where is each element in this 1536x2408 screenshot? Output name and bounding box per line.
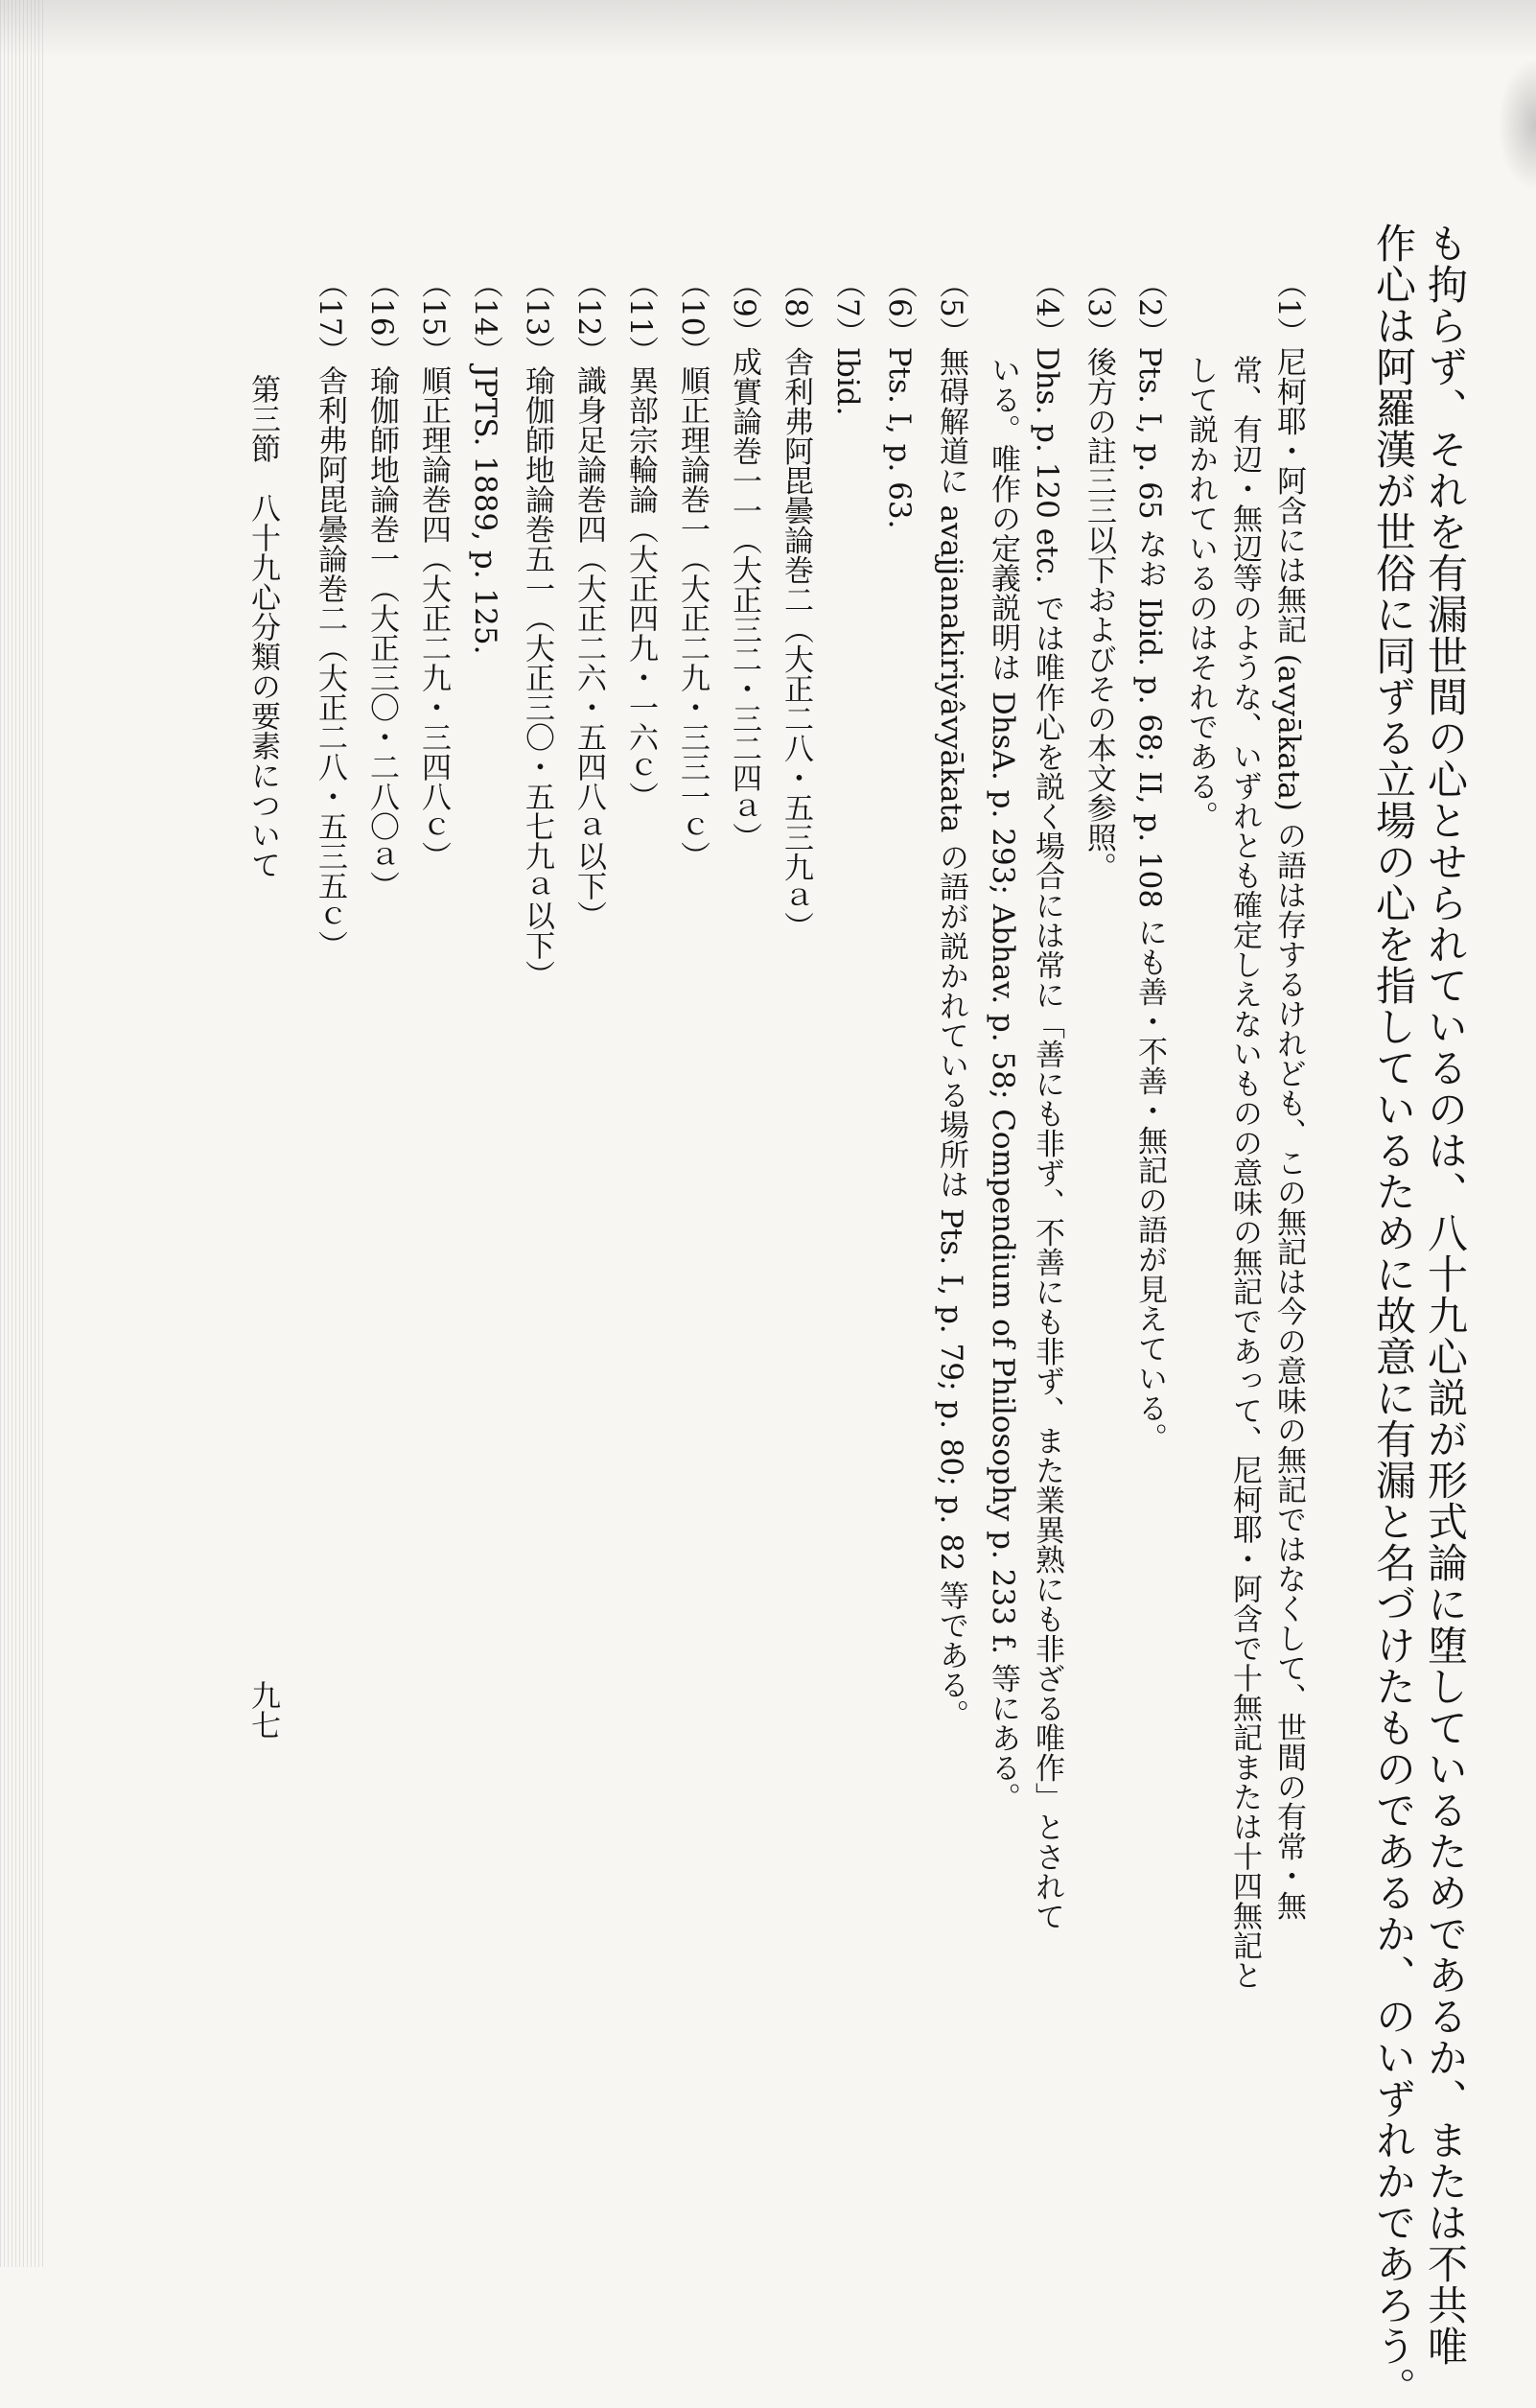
note-text: 無碍解道に avajjanakiriyâvyākata の語が説かれている場所は Pts. I, p. 79; p. 80; p. 82 等である。 — [934, 346, 968, 1730]
page-number: 九七 — [245, 1680, 280, 1740]
note-number: （3） — [1082, 269, 1116, 347]
note-text: JPTS. 1889, p. 125. — [468, 365, 502, 655]
note-13 — [520, 269, 554, 991]
scan-edge-left — [0, 0, 44, 2267]
note-text: 瑜伽師地論巻五一（大正三〇・五七九ａ以下） — [520, 365, 554, 991]
note-1 — [1271, 269, 1306, 1921]
note-number: （14） — [468, 269, 502, 366]
note-number: （13） — [520, 269, 554, 366]
note-text: 異部宗輪論（大正四九・一六ｃ） — [623, 365, 658, 812]
note-2 — [1132, 269, 1167, 1453]
note-3 — [1082, 269, 1116, 882]
running-head-section: 第三節 八十九心分類の要素について — [245, 374, 280, 879]
note-4-continuation: いる。唯作の定義説明は DhsA. p. 293; Abhav. p. 58; Compendium of Philosophy p. 233 f. 等にある。 — [986, 355, 1020, 1812]
note-number: （8） — [779, 269, 813, 347]
note-6 — [882, 269, 917, 529]
note-9 — [727, 269, 761, 853]
note-number: （6） — [882, 269, 917, 347]
note-text: 順正理論巻四（大正二九・三四八ｃ） — [416, 365, 451, 872]
note-text: Pts. I, p. 65 なお Ibid. p. 68; II, p. 108 にも善・不善・無記の語が見えている。 — [1132, 346, 1167, 1453]
note-1-continuation: して説かれているのはそれである。 — [1183, 355, 1218, 830]
note-text: 後方の註三三以下およびその本文参照。 — [1082, 346, 1116, 882]
body-line: も拘らず、それを有漏世間の心とせられているのは、八十九心説が形式論に堕しているためであるか、または不共唯 — [1422, 222, 1469, 2367]
scan-edge-right — [1498, 58, 1536, 192]
note-text: Ibid. — [830, 346, 865, 416]
note-12 — [571, 269, 606, 931]
note-number: （17） — [313, 269, 347, 366]
note-number: （16） — [364, 269, 399, 366]
note-4 — [1030, 269, 1064, 1931]
note-text: Pts. I, p. 63. — [882, 346, 917, 529]
note-16 — [364, 269, 399, 901]
note-number: （15） — [416, 269, 451, 366]
note-11 — [623, 269, 658, 812]
note-text: 舎利弗阿毘曇論巻二（大正二八・五三五ｃ） — [313, 365, 347, 961]
note-number: （5） — [934, 269, 968, 347]
note-text: Dhs. p. 120 etc. では唯作心を説く場合には常に「善にも非ず、不善にも非ず、また業異熟にも非ざる唯作」とされて — [1030, 346, 1064, 1931]
note-number: （7） — [830, 269, 865, 347]
note-number: （11） — [623, 269, 658, 366]
note-10 — [675, 269, 710, 872]
note-text: 識身足論巻四（大正二六・五四八ａ以下） — [571, 365, 606, 931]
note-text: 尼柯耶・阿含には無記 (avyākata) の語は存するけれども、この無記は今の意味の無記ではなくして、世間の有常・無 — [1271, 346, 1306, 1921]
note-5 — [936, 269, 966, 1729]
note-15 — [416, 269, 451, 872]
note-text: 成實論巻一一（大正三二・三二四ａ） — [727, 346, 761, 853]
note-text: 順正理論巻一（大正二九・三三一ｃ） — [675, 365, 710, 872]
scan-edge-top — [0, 0, 1536, 58]
note-number: （9） — [727, 269, 761, 347]
note-number: （2） — [1132, 269, 1167, 347]
note-1-continuation: 常、有辺・無辺等のような、いずれとも確定しえないものの意味の無記であって、尼柯耶・阿含で十無記または十四無記と — [1227, 355, 1262, 1990]
note-17 — [313, 269, 347, 961]
note-14 — [470, 269, 500, 654]
note-text: 舎利弗阿毘曇論巻二（大正二八・五三九ａ） — [779, 346, 813, 942]
note-number: （10） — [675, 269, 710, 366]
note-8 — [779, 269, 813, 942]
note-number: （12） — [571, 269, 606, 366]
note-number: （1） — [1271, 269, 1306, 347]
note-7 — [830, 269, 865, 416]
note-text: 瑜伽師地論巻一（大正三〇・二八〇ａ） — [364, 365, 399, 901]
body-line: 作心は阿羅漢が世俗に同ずる立場の心を指しているために故意に有漏と名づけたものであるか、のいずれかであろう。 — [1370, 222, 1417, 2408]
note-number: （4） — [1030, 269, 1064, 347]
